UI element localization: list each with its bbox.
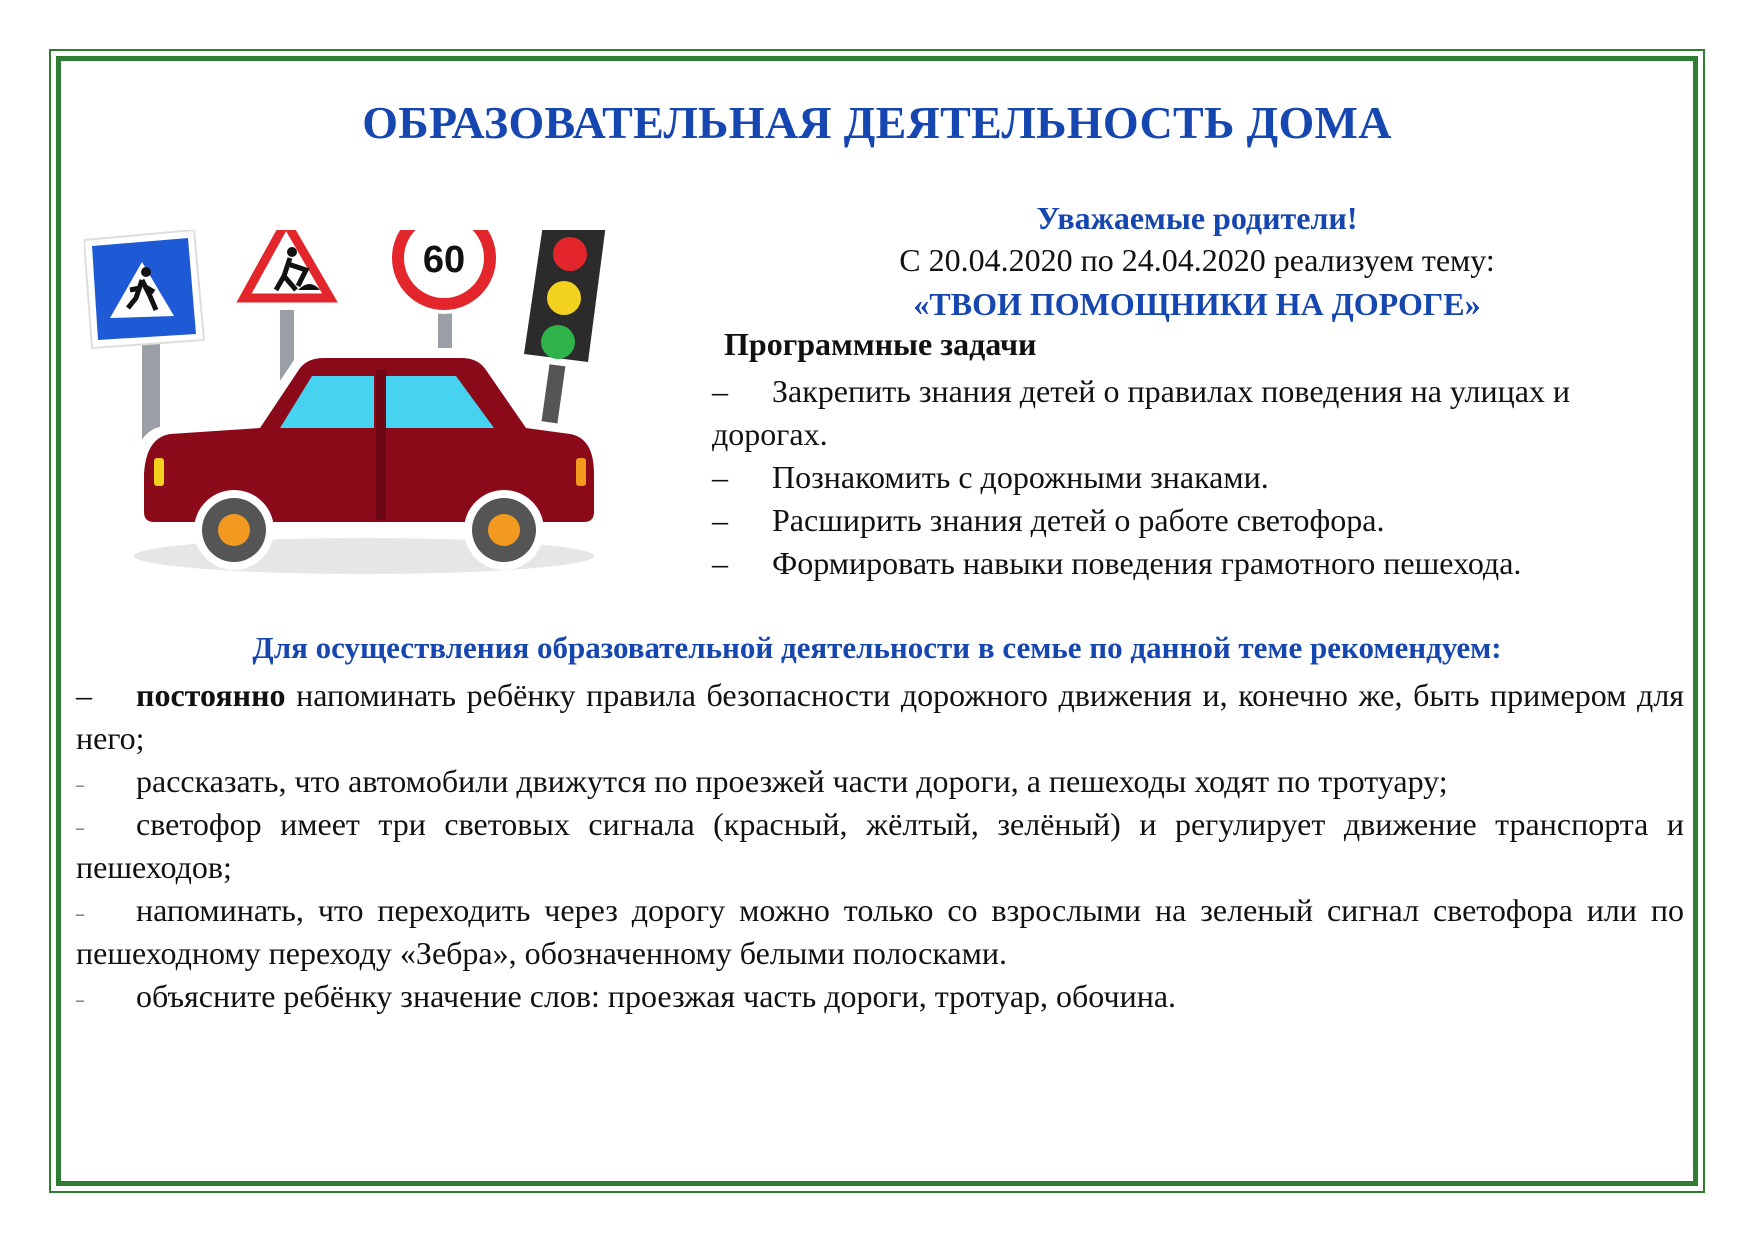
list-item [76,889,1684,975]
speed-limit-value: 60 [422,239,466,281]
tasks-list [712,370,1692,585]
list-item [712,542,1692,585]
task-text: Закрепить знания детей о правилах поведения на улицах и дорогах. [712,373,1571,452]
greeting-period: С 20.04.2020 по 24.04.2020 реализуем тему: [899,242,1495,278]
dash-marker: – [76,677,92,713]
tasks-heading: Программные задачи [724,326,1037,362]
list-item [76,674,1684,760]
road-safety-illustration [84,230,700,590]
dash-marker: – [76,906,84,923]
list-item [712,456,1692,499]
list-item [76,803,1684,889]
dash-marker: – [76,992,84,1009]
greeting-theme: «ТВОИ ПОМОЩНИКИ НА ДОРОГЕ» [913,286,1481,322]
dash-marker: – [712,545,728,581]
recommendations-list [76,674,1684,1018]
recommendation-text: рассказать, что автомобили движутся по проезжей части дороги, а пешеходы ходят по тротуару; [136,763,1448,799]
list-item [76,760,1684,803]
list-item [76,975,1684,1018]
emphasis-word: постоянно [136,677,286,713]
recommendation-text: напоминать, что переходить через дорогу можно только со взрослыми на зеленый сигнал светофора или по пешеходному переходу «Зебра», обозначенному белыми полосками. [76,892,1684,971]
list-item [712,370,1692,456]
recommendation-text: светофор имеет три световых сигнала (красный, жёлтый, зелёный) и регулирует движение транспорта и пешеходов; [76,806,1684,885]
recommendation-text: объясните ребёнку значение слов: проезжая часть дороги, тротуар, обочина. [136,978,1177,1014]
recommendation-text: напоминать ребёнку правила безопасности дорожного движения и, конечно же, быть примером для него; [76,677,1684,756]
greeting-salutation: Уважаемые родители! [1036,200,1358,236]
page-title: ОБРАЗОВАТЕЛЬНАЯ ДЕЯТЕЛЬНОСТЬ ДОМА [362,97,1392,148]
dash-marker: – [712,502,728,538]
task-text: Расширить знания детей о работе светофора. [772,502,1385,538]
recommendations-heading: Для осуществления образовательной деятельности в семье по данной теме рекомендуем: [252,630,1502,665]
dash-marker: – [76,820,84,837]
task-text: Познакомить с дорожными знаками. [772,459,1269,495]
dash-marker: – [76,777,84,794]
task-text: Формировать навыки поведения грамотного пешехода. [772,545,1522,581]
car-icon [134,348,604,574]
dash-marker: – [712,459,728,495]
dash-marker: – [712,373,728,409]
list-item [712,499,1692,542]
traffic-light-icon [516,230,614,431]
